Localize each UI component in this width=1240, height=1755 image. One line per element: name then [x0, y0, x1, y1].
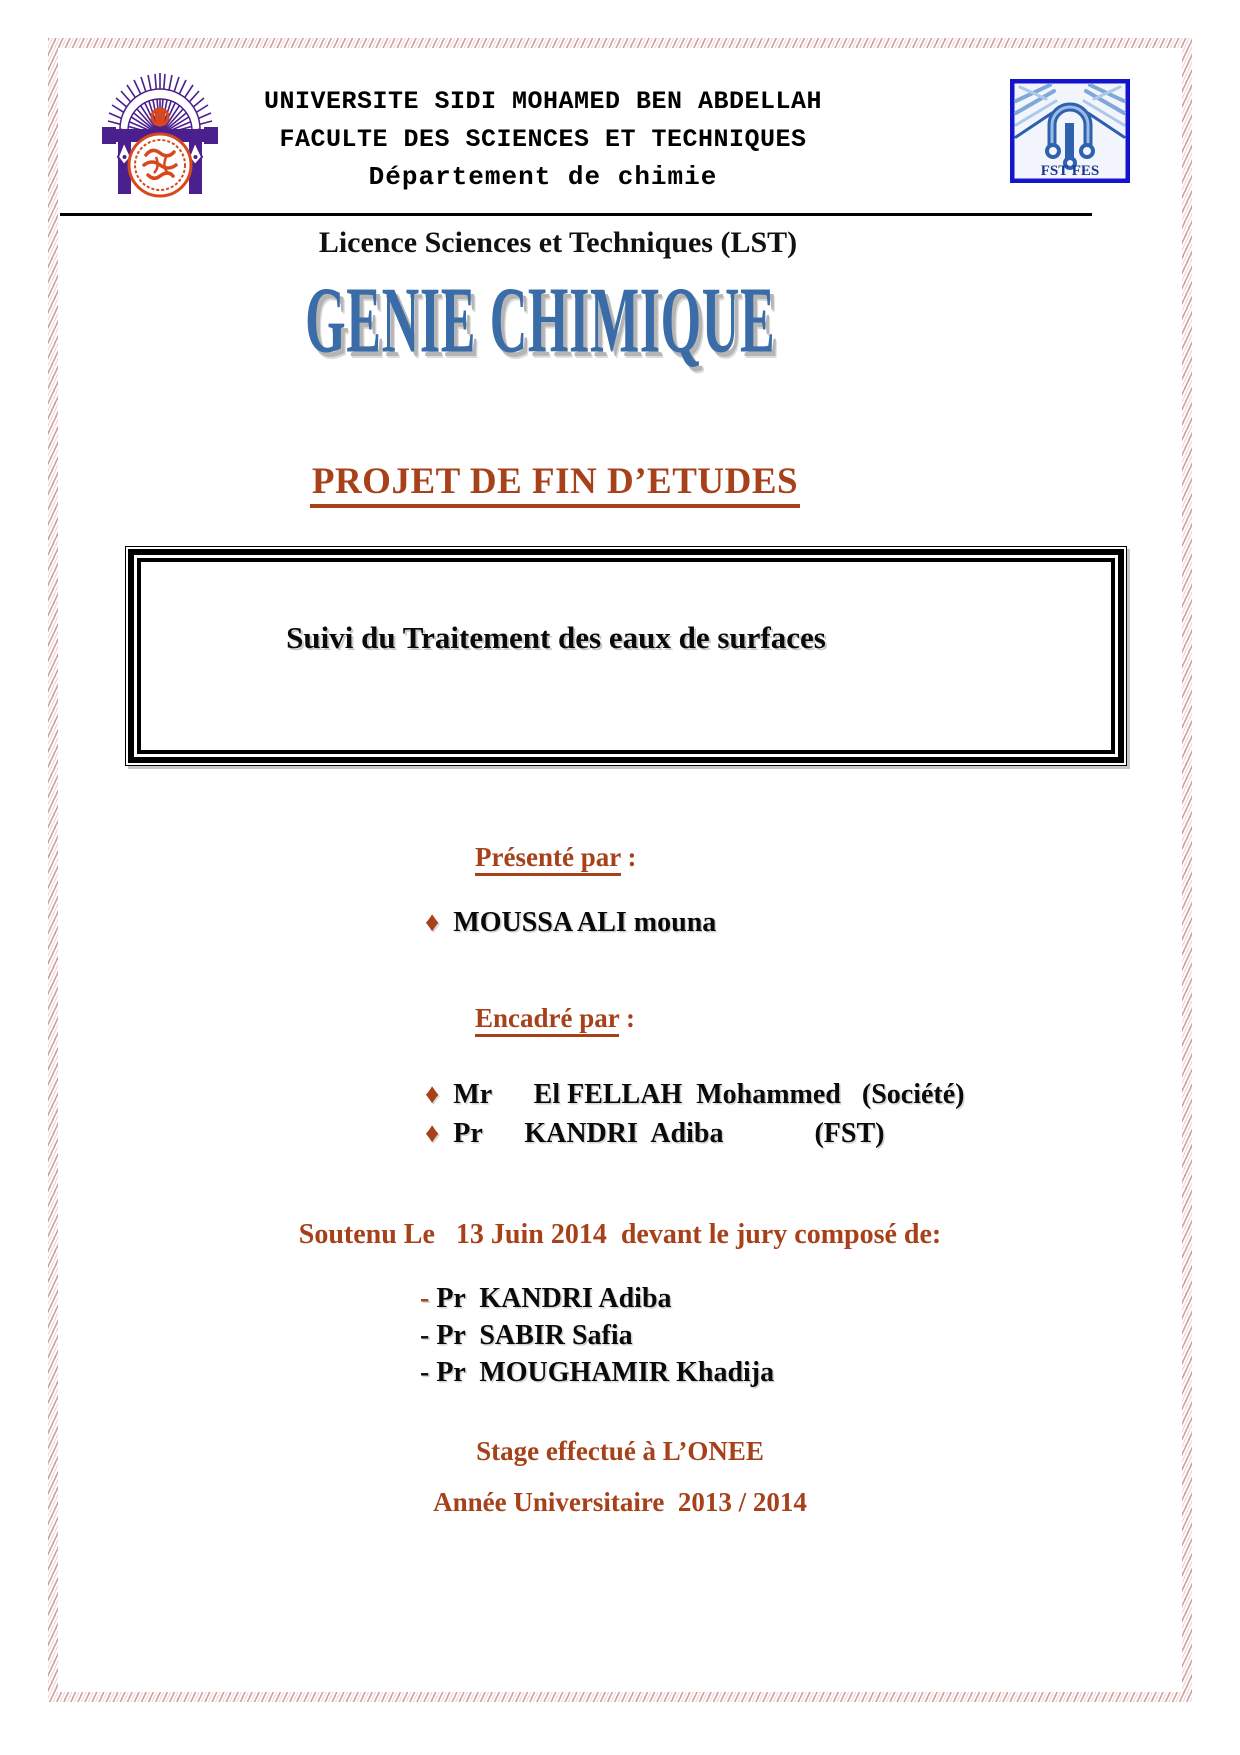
- diamond-bullet-icon: ♦: [425, 1117, 440, 1149]
- supervisor-entry: Pr KANDRI Adiba (FST): [453, 1117, 885, 1149]
- student-name: [439, 907, 453, 938]
- project-heading: PROJET DE FIN D’ETUDES: [310, 460, 800, 508]
- presented-by-heading: [58, 842, 1182, 873]
- thesis-title-box-inner-border: [137, 558, 1115, 754]
- presented-by-colon: :: [620, 842, 637, 872]
- decorative-page-border: [48, 38, 1192, 1702]
- university-emblem-logo: [94, 73, 226, 199]
- supervisor-entry: Mr El FELLAH Mohammed (Société): [453, 1079, 965, 1110]
- jury-member: Pr MOUGHAMIR Khadija: [429, 1357, 775, 1389]
- fst-fes-logo: [1010, 79, 1130, 183]
- jury-row: [420, 1281, 1182, 1318]
- page-content: [58, 48, 1182, 1692]
- jury-member: Pr SABIR Safia: [429, 1320, 633, 1352]
- emblem-medallion: [129, 134, 191, 196]
- thesis-title-box-middle-border: [128, 549, 1124, 763]
- header-divider-rule: [60, 213, 1092, 216]
- fst-logo-label: FST FES: [1040, 163, 1100, 179]
- jury-dash: -: [420, 1357, 430, 1389]
- project-heading-wrap: [58, 460, 1117, 508]
- supervisor-line: [58, 1076, 1182, 1115]
- presented-name-line: [58, 907, 1182, 939]
- spacer: [439, 1079, 453, 1110]
- presented-by-label: Présenté par: [475, 842, 621, 876]
- thesis-title: Suivi du Traitement des eaux de surfaces: [286, 620, 826, 655]
- jury-dash: -: [420, 1320, 430, 1352]
- institution-heading: [226, 83, 860, 197]
- department-name: Département de chimie: [368, 162, 718, 192]
- jury-member: Pr KANDRI Adiba: [429, 1283, 672, 1315]
- jury-dash: -: [420, 1283, 430, 1315]
- wordart-wrap: [58, 266, 1102, 374]
- university-name: UNIVERSITE SIDI MOHAMED BEN ABDELLAH: [263, 87, 823, 116]
- program-title: Licence Sciences et Techniques (LST): [318, 226, 798, 259]
- spacer: [439, 1118, 453, 1149]
- diamond-bullet-icon: ♦: [425, 1079, 440, 1110]
- supervisor-list: [58, 1076, 1182, 1153]
- presented-name: MOUSSA ALI mouna: [453, 907, 717, 938]
- jury-row: [420, 1318, 1182, 1355]
- wordart-title: GENIE CHIMIQUE: [304, 267, 776, 373]
- supervisor-line: [58, 1115, 1182, 1154]
- supervised-by-heading: [58, 1003, 1182, 1034]
- faculty-name: FACULTE DES SCIENCES ET TECHNIQUES: [279, 124, 807, 154]
- thesis-title-box: [125, 546, 1127, 766]
- diamond-bullet-icon: ♦: [425, 907, 440, 938]
- jury-row: [420, 1355, 1182, 1392]
- defense-intro: Soutenu Le 13 Juin 2014 devant le jury composé de:: [298, 1219, 942, 1251]
- supervised-by-colon: :: [619, 1003, 636, 1033]
- emblem-lintel-cap-left: [102, 127, 116, 144]
- supervised-by-label: Encadré par: [475, 1003, 619, 1037]
- header: [58, 73, 1182, 199]
- academic-year-line: Année Universitaire 2013 / 2014: [433, 1487, 807, 1518]
- jury-list: [58, 1281, 1182, 1392]
- internship-line: Stage effectué à L’ONEE: [476, 1436, 764, 1467]
- emblem-lintel-cap-right: [204, 127, 218, 144]
